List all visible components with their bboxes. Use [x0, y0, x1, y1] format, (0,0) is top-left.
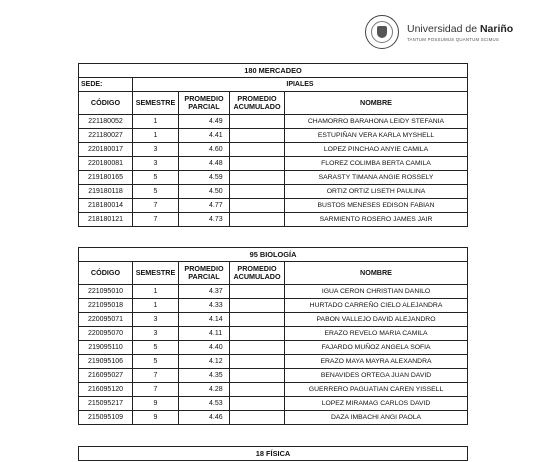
cell-promedio-parcial: 4.41: [179, 129, 230, 143]
cell-promedio-acumulado: [230, 157, 285, 171]
cell-codigo: 218180121: [79, 213, 133, 227]
column-header-semestre: SEMESTRE: [133, 262, 179, 285]
cell-nombre: BUSTOS MENESES EDISON FABIAN: [285, 199, 468, 213]
column-header-nombre: NOMBRE: [285, 262, 468, 285]
cell-promedio-parcial: 4.14: [179, 313, 230, 327]
cell-promedio-parcial: 4.28: [179, 383, 230, 397]
column-header-codigo: CÓDIGO: [79, 92, 133, 115]
column-header-promedio-acumulado: PROMEDIO ACUMULADO: [230, 262, 285, 285]
cell-nombre: ERAZO REVELO MARIA CAMILA: [285, 327, 468, 341]
cell-promedio-parcial: 4.60: [179, 143, 230, 157]
cell-codigo: 215095109: [79, 411, 133, 425]
cell-promedio-parcial: 4.53: [179, 397, 230, 411]
program-title: 95 BIOLOGÍA: [79, 248, 468, 262]
cell-codigo: 221180052: [79, 115, 133, 129]
cell-promedio-parcial: 4.77: [179, 199, 230, 213]
cell-nombre: SARMIENTO ROSERO JAMES JAIR: [285, 213, 468, 227]
cell-nombre: SARASTY TIMANA ANGIE ROSSELY: [285, 171, 468, 185]
cell-promedio-acumulado: [230, 143, 285, 157]
cell-semestre: 3: [133, 157, 179, 171]
cell-nombre: HURTADO CARREÑO CIELO ALEJANDRA: [285, 299, 468, 313]
cell-promedio-acumulado: [230, 313, 285, 327]
cell-semestre: 9: [133, 397, 179, 411]
cell-promedio-acumulado: [230, 341, 285, 355]
cell-semestre: 5: [133, 341, 179, 355]
column-header-semestre: SEMESTRE: [133, 92, 179, 115]
table-row: [79, 299, 468, 313]
cell-codigo: 219180165: [79, 171, 133, 185]
cell-nombre: IGUA CERON CHRISTIAN DANILO: [285, 285, 468, 299]
program-table-fisica: [78, 446, 468, 461]
column-header-codigo: CÓDIGO: [79, 262, 133, 285]
cell-promedio-acumulado: [230, 411, 285, 425]
cell-semestre: 1: [133, 115, 179, 129]
table-row: [79, 383, 468, 397]
cell-semestre: 7: [133, 383, 179, 397]
cell-promedio-acumulado: [230, 369, 285, 383]
cell-promedio-acumulado: [230, 129, 285, 143]
cell-promedio-acumulado: [230, 355, 285, 369]
cell-promedio-parcial: 4.12: [179, 355, 230, 369]
cell-nombre: PABON VALLEJO DAVID ALEJANDRO: [285, 313, 468, 327]
cell-promedio-parcial: 4.40: [179, 341, 230, 355]
table-row: [79, 397, 468, 411]
cell-nombre: ERAZO MAYA MAYRA ALEXANDRA: [285, 355, 468, 369]
cell-nombre: DAZA IMBACHI ANGI PAOLA: [285, 411, 468, 425]
cell-promedio-acumulado: [230, 327, 285, 341]
table-row: [79, 313, 468, 327]
university-motto: TANTUM POSSUMUS QUANTUM SCIMUS: [407, 36, 500, 42]
cell-promedio-parcial: 4.35: [179, 369, 230, 383]
cell-semestre: 5: [133, 355, 179, 369]
table-row: [79, 285, 468, 299]
cell-codigo: 220180081: [79, 157, 133, 171]
cell-nombre: FLOREZ COLIMBA BERTA CAMILA: [285, 157, 468, 171]
cell-nombre: FAJARDO MUÑOZ ANGELA SOFIA: [285, 341, 468, 355]
cell-codigo: 215095217: [79, 397, 133, 411]
cell-codigo: 221095010: [79, 285, 133, 299]
university-seal-icon: [365, 15, 399, 49]
cell-promedio-acumulado: [230, 299, 285, 313]
cell-nombre: BENAVIDES ORTEGA JUAN DAVID: [285, 369, 468, 383]
cell-semestre: 7: [133, 213, 179, 227]
university-name: Universidad de Nariño: [407, 22, 514, 35]
cell-nombre: LOPEZ MIRAMAG CARLOS DAVID: [285, 397, 468, 411]
cell-codigo: 220180017: [79, 143, 133, 157]
university-header: [365, 12, 525, 52]
cell-semestre: 7: [133, 369, 179, 383]
cell-semestre: 3: [133, 143, 179, 157]
cell-promedio-parcial: 4.33: [179, 299, 230, 313]
table-row: [79, 369, 468, 383]
cell-semestre: 5: [133, 171, 179, 185]
column-header-promedio-parcial: PROMEDIO PARCIAL: [179, 262, 230, 285]
cell-promedio-parcial: 4.49: [179, 115, 230, 129]
cell-promedio-acumulado: [230, 397, 285, 411]
cell-promedio-parcial: 4.37: [179, 285, 230, 299]
cell-semestre: 1: [133, 285, 179, 299]
cell-codigo: 219095106: [79, 355, 133, 369]
cell-promedio-parcial: 4.11: [179, 327, 230, 341]
program-title: 180 MERCADEO: [79, 64, 468, 78]
table-row: [79, 185, 468, 199]
cell-nombre: LOPEZ PINCHAO ANYIE CAMILA: [285, 143, 468, 157]
cell-promedio-acumulado: [230, 383, 285, 397]
cell-semestre: 7: [133, 199, 179, 213]
column-header-promedio-acumulado: PROMEDIO ACUMULADO: [230, 92, 285, 115]
cell-semestre: 1: [133, 299, 179, 313]
cell-promedio-parcial: 4.59: [179, 171, 230, 185]
cell-codigo: 216095120: [79, 383, 133, 397]
program-table-biologia: [78, 247, 468, 425]
column-header-promedio-parcial: PROMEDIO PARCIAL: [179, 92, 230, 115]
cell-promedio-acumulado: [230, 213, 285, 227]
cell-semestre: 3: [133, 327, 179, 341]
program-title: 18 FÍSICA: [79, 447, 468, 461]
cell-nombre: ESTUPIÑAN VERA KARLA MYSHELL: [285, 129, 468, 143]
cell-semestre: 3: [133, 313, 179, 327]
table-row: [79, 213, 468, 227]
table-row: [79, 411, 468, 425]
cell-semestre: 9: [133, 411, 179, 425]
cell-nombre: CHAMORRO BARAHONA LEIDY STEFANIA: [285, 115, 468, 129]
table-row: [79, 199, 468, 213]
cell-promedio-parcial: 4.46: [179, 411, 230, 425]
table-row: [79, 129, 468, 143]
cell-promedio-parcial: 4.73: [179, 213, 230, 227]
cell-promedio-acumulado: [230, 171, 285, 185]
cell-semestre: 1: [133, 129, 179, 143]
cell-promedio-acumulado: [230, 185, 285, 199]
column-header-nombre: NOMBRE: [285, 92, 468, 115]
cell-codigo: 219180118: [79, 185, 133, 199]
table-row: [79, 355, 468, 369]
cell-codigo: 220095071: [79, 313, 133, 327]
cell-semestre: 5: [133, 185, 179, 199]
cell-promedio-acumulado: [230, 115, 285, 129]
cell-codigo: 216095027: [79, 369, 133, 383]
sede-value: IPIALES: [133, 78, 468, 92]
cell-promedio-acumulado: [230, 285, 285, 299]
sede-label: SEDE:: [79, 78, 133, 92]
program-table-mercadeo: [78, 63, 468, 227]
cell-promedio-acumulado: [230, 199, 285, 213]
table-row: [79, 115, 468, 129]
table-row: [79, 341, 468, 355]
cell-promedio-parcial: 4.50: [179, 185, 230, 199]
table-row: [79, 157, 468, 171]
cell-codigo: 219095110: [79, 341, 133, 355]
cell-codigo: 221095018: [79, 299, 133, 313]
cell-nombre: GUERRERO PAGUATIAN CAREN YISSELL: [285, 383, 468, 397]
university-brand: [407, 23, 513, 42]
cell-codigo: 220095070: [79, 327, 133, 341]
table-row: [79, 143, 468, 157]
cell-nombre: ORTIZ ORTIZ LISETH PAULINA: [285, 185, 468, 199]
table-row: [79, 327, 468, 341]
cell-codigo: 218180014: [79, 199, 133, 213]
table-row: [79, 171, 468, 185]
cell-promedio-parcial: 4.48: [179, 157, 230, 171]
cell-codigo: 221180027: [79, 129, 133, 143]
